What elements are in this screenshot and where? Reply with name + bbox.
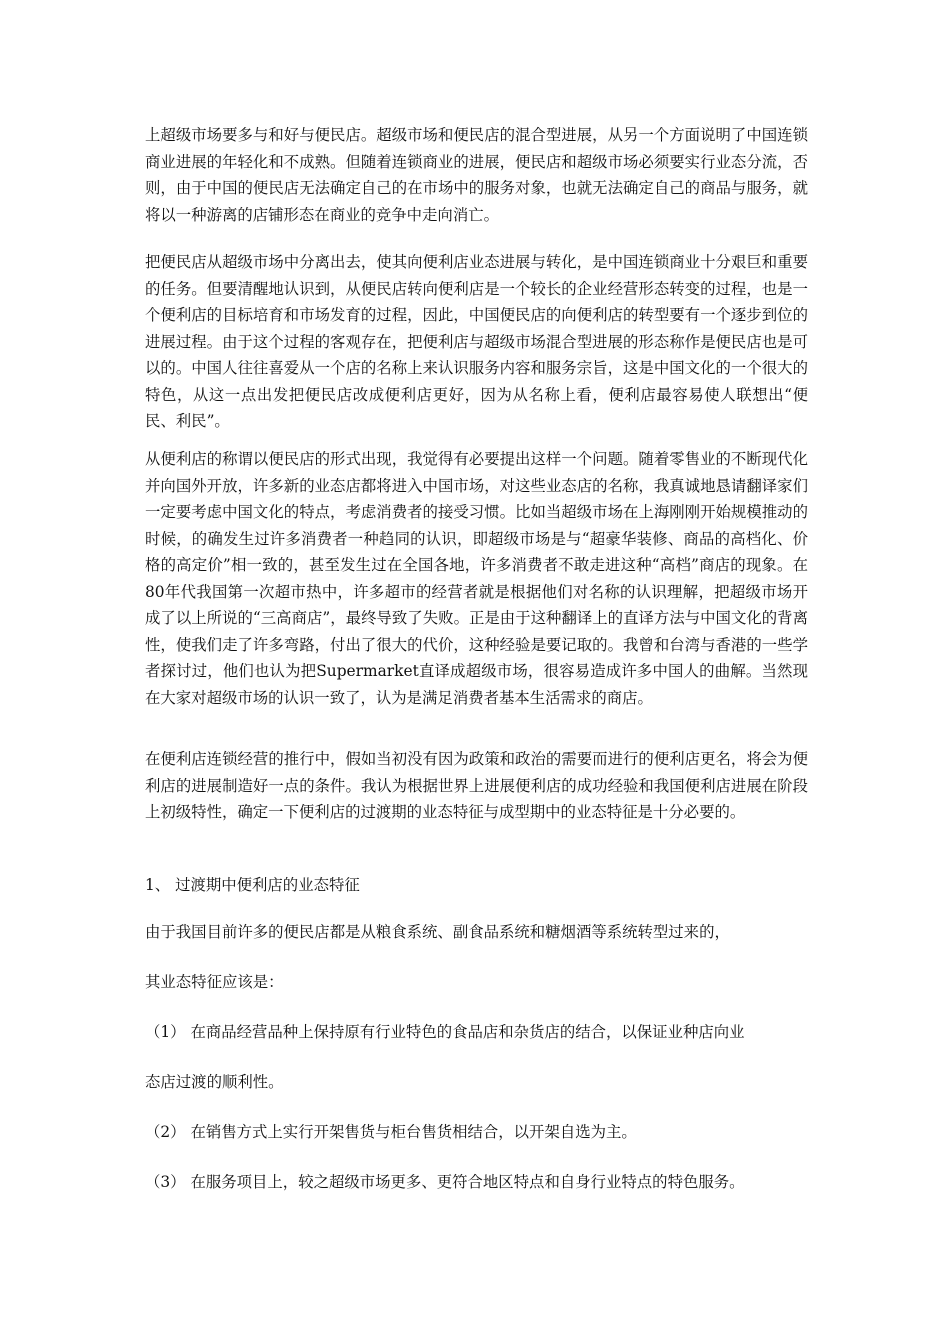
list-item-2: （2） 在销售方式上实行开架售货与柜台售货相结合，以开架自选为主。 (145, 1123, 637, 1141)
paragraph-2: 把便民店从超级市场中分离出去，使其向便利店业态进展与转化，是中国连锁商业十分艰巨和重要的任务。但要清醒地认识到，从便民店转向便利店是一个较长的企业经营形态转变的过程，也是一个便利店的目标培育和市场发育的过程，因此，中国便民店的向便利店的转型要有一个逐步到位的进展过程。由于这个过程的客观存在，把便利店与超级市场混合型进展的形态称作是便民店也是可以的。中国人往往喜爱从一个店的名称上来认识服务内容和服务宗旨，这是中国文化的一个很大的特色，从这一点出发把便民店改成便利店更好，因为从名称上看，便利店最容易使人联想出“便民、利民”。 (145, 253, 808, 430)
paragraph-1: 上超级市场要多与和好与便民店。超级市场和便民店的混合型进展，从另一个方面说明了中国连锁商业进展的年轻化和不成熟。但随着连锁商业的进展，便民店和超级市场必须要实行业态分流，否则，由于中国的便民店无法确定自己的在市场中的服务对象，也就无法确定自己的商品与服务，就将以一种游离的店铺形态在商业的竞争中走向消亡。 (145, 126, 808, 224)
list-item-1-line-1: （1） 在商品经营品种上保持原有行业特色的食品店和杂货店的结合，以保证业种店向业 (145, 1023, 745, 1041)
intro-line-2: 其业态特征应该是： (145, 973, 284, 991)
section-heading: 1、 过渡期中便利店的业态特征 (145, 876, 360, 894)
intro-line-1: 由于我国目前许多的便民店都是从粮食系统、副食品系统和糖烟酒等系统转型过来的， (145, 923, 730, 941)
paragraph-3: 从便利店的称谓以便民店的形式出现，我觉得有必要提出这样一个问题。随着零售业的不断现代化并向国外开放，许多新的业态店都将进入中国市场，对这些业态店的名称，我真诚地恳请翻译家们一定要考虑中国文化的特点，考虑消费者的接受习惯。比如当超级市场在上海刚刚开始规模推动的时候，的确发生过许多消费者一种趋同的认识，即超级市场是与“超豪华装修、商品的高档化、价格的高定价”相一致的，甚至发生过在全国各地，许多消费者不敢走进这种“高档”商店的现象。在80年代我国第一次超市热中，许多超市的经营者就是根据他们对名称的认识理解，把超级市场开成了以上所说的“三高商店”，最终导致了失败。正是由于这种翻译上的直译方法与中国文化的背离性，使我们走了许多弯路，付出了很大的代价，这种经验是要记取的。我曾和台湾与香港的一些学者探讨过，他们也认为把Supermarket直译成超级市场，很容易造成许多中国人的曲解。当然现在大家对超级市场的认识一致了，认为是满足消费者基本生活需求的商店。 (145, 450, 808, 707)
paragraph-4: 在便利店连锁经营的推行中，假如当初没有因为政策和政治的需要而进行的便利店更名，将会为便利店的进展制造好一点的条件。我认为根据世界上进展便利店的成功经验和我国便利店进展在阶段上初级特性，确定一下便利店的过渡期的业态特征与成型期中的业态特征是十分必要的。 (145, 750, 808, 821)
list-item-1-line-2: 态店过渡的顺利性。 (145, 1073, 284, 1091)
list-item-3: （3） 在服务项目上，较之超级市场更多、更符合地区特点和自身行业特点的特色服务。 (145, 1173, 745, 1191)
